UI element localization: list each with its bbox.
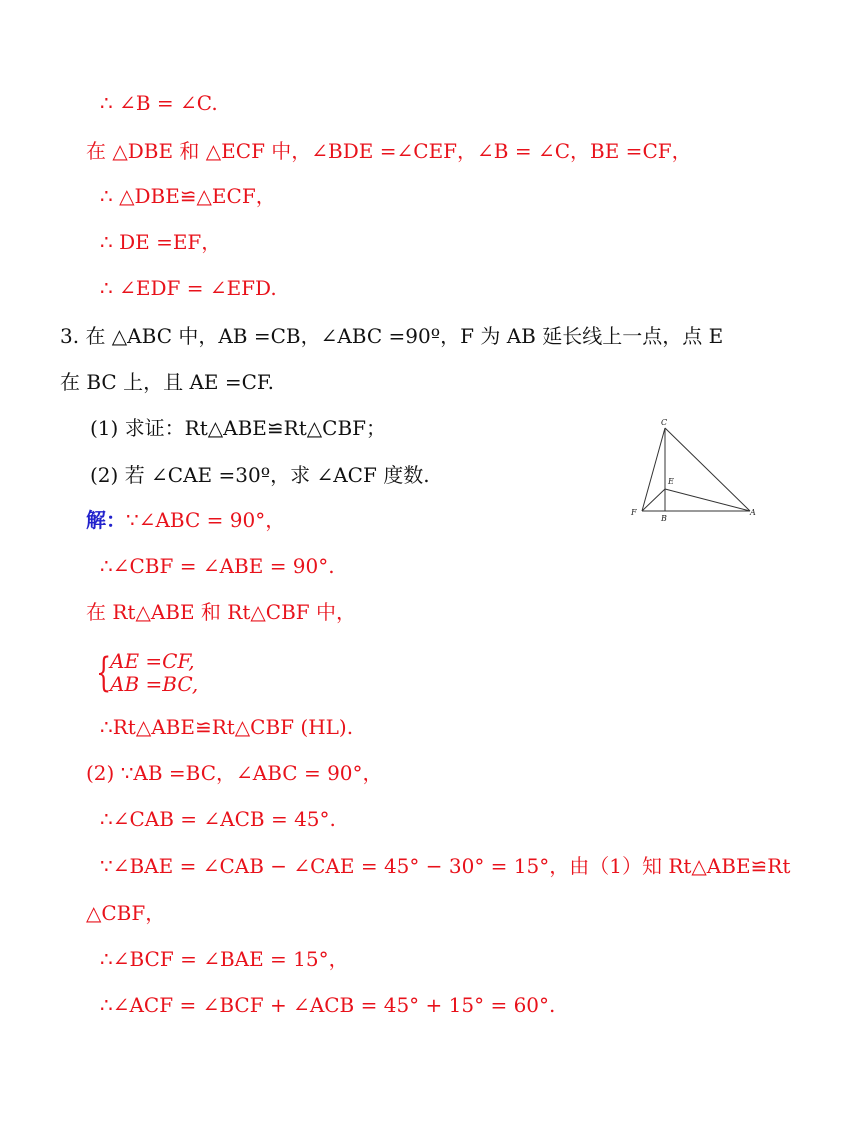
solution-line-7: ∴∠CAB = ∠ACB = 45°.	[100, 807, 336, 831]
label-f: F	[631, 508, 637, 517]
segment-ca	[665, 428, 750, 511]
proof-line-2: 在 △DBE 和 △ECF 中，∠BDE =∠CEF，∠B = ∠C，BE =CF，	[86, 139, 692, 163]
label-e: E	[668, 477, 674, 486]
solution-line-3: 在 Rt△ABE 和 Rt△CBF 中，	[86, 600, 356, 624]
solution-line-5: ∴Rt△ABE≌Rt△CBF (HL).	[100, 715, 354, 739]
label-b: B	[661, 514, 667, 523]
proof-line-3: ∴ △DBE≌△ECF，	[100, 184, 276, 208]
solution-line-10: ∴∠BCF = ∠BAE = 15°，	[100, 947, 349, 971]
solution-line-11: ∴∠ACF = ∠BCF + ∠ACB = 45° + 15° = 60°.	[100, 993, 556, 1017]
solution-label: 解：	[86, 508, 126, 532]
solution-line-9: △CBF，	[86, 901, 166, 925]
system-line-1: AE =CF,	[110, 649, 195, 673]
segment-cf	[642, 428, 665, 511]
question-3-part-1: (1) 求证：Rt△ABE≌Rt△CBF；	[90, 416, 387, 440]
solution-line-2: ∴∠CBF = ∠ABE = 90°.	[100, 554, 335, 578]
triangle-figure	[620, 412, 760, 524]
label-a: A	[750, 508, 756, 517]
solution-line-6: (2) ∵AB =BC，∠ABC = 90°，	[86, 761, 383, 785]
proof-line-4: ∴ DE =EF，	[100, 230, 222, 254]
question-3-line-1: 3. 在 △ABC 中，AB =CB，∠ABC =90º，F 为 AB 延长线上一点，点 E	[60, 324, 724, 348]
label-c: C	[661, 418, 668, 427]
segment-ae	[665, 489, 750, 511]
proof-line-5: ∴ ∠EDF = ∠EFD.	[100, 276, 277, 300]
proof-line-1: ∴ ∠B = ∠C.	[100, 91, 218, 115]
question-3-part-2: (2) 若 ∠CAE =30º，求 ∠ACF 度数.	[90, 463, 430, 487]
solution-line-1-text: ∵∠ABC = 90°，	[126, 508, 286, 532]
system-line-2: AB =BC,	[110, 672, 199, 696]
solution-line-1	[86, 507, 285, 533]
question-3-line-2: 在 BC 上，且 AE =CF.	[60, 370, 275, 394]
solution-line-8: ∵∠BAE = ∠CAB − ∠CAE = 45° − 30° = 15°，由（1）知 Rt△ABE≌Rt	[100, 854, 791, 878]
system-brace: {	[96, 650, 112, 696]
